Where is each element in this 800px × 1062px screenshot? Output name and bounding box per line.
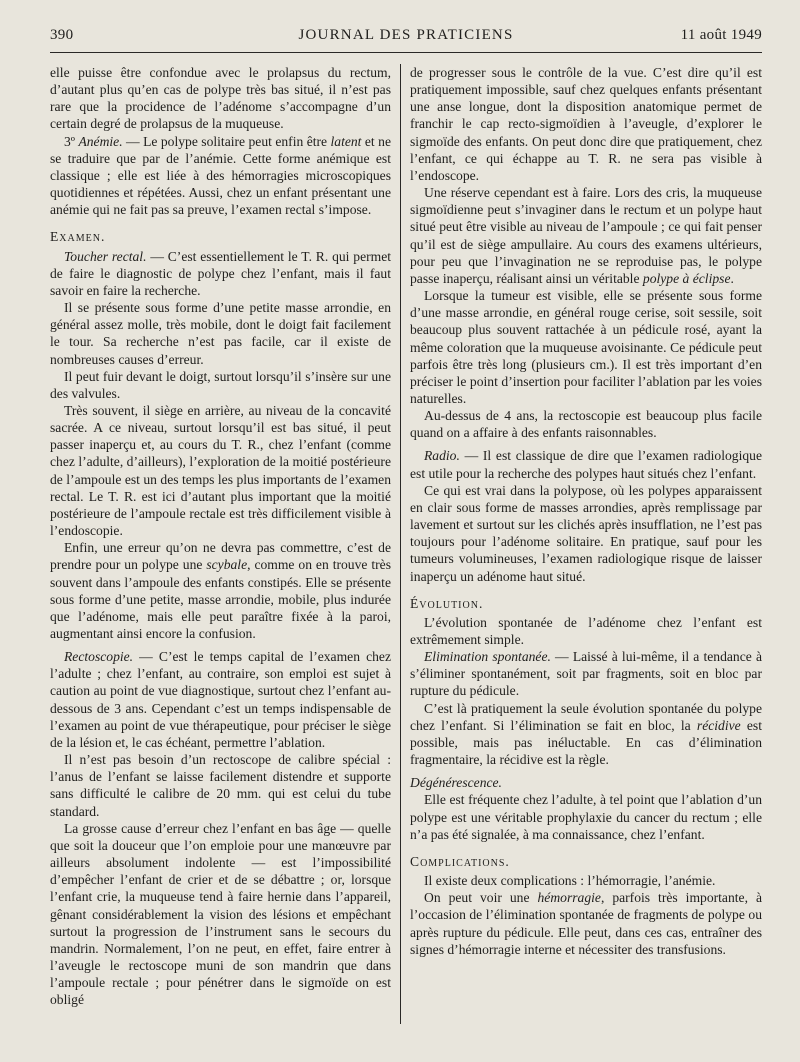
- header-rule: [50, 52, 762, 53]
- page-header: [50, 27, 762, 47]
- paragraph-pratique: [410, 700, 762, 769]
- page-number: 390: [50, 27, 74, 43]
- section-examen: Examen.: [50, 229, 106, 245]
- rectoscopie-text: — C’est le temps capital de l’examen chez l’adulte ; chez l’enfant, au contraire, son emploi est sujet à caution au point de vue diagnostique, surtout chez l’enfant au-dessous de 3 ans. Cependant c’est un temps indispensable de l’examen au point de vue thérapeutique, pour préciser le siège de la lésion et, le cas échéant, permettre l’ablation.: [50, 649, 391, 750]
- anemie-text-cont: et ne se traduire que par de l’anémie. Cette forme anémique est classique ; elle est liée à des hémorragies microscopiques quotidiennes et répétées. Aussi, chez un enfant présentant une anémie qui ne fait pas sa preuve, l’examen rectal s’impose.: [50, 133, 391, 218]
- paragraph-rectoscopie: [50, 648, 391, 751]
- paragraph-grosse: La grosse cause d’erreur chez l’enfant en bas âge — quelle que soit la douceur que l’on emploie pour une manœuvre par ailleurs absolument indolente — est l’impossibilité d’empêcher l’enfant de crier et de se débattre ; or, lorsque l’enfant crie, la muqueuse tend à faire hernie dans l’appareil, gênant considérablement la vision des lésions et empêchant surtout la progression de l’instrument sans le secours du mandrin. Normalement, l’on ne peut, en effet, faire entrer à l’aveugle le rectoscope muni de son mandrin que dans l’ampoule rectale ; pour pénétrer dans le sigmoïde on est obligé: [50, 820, 391, 1008]
- column-divider: [400, 64, 401, 1024]
- toucher-text: — C’est essentiellement le T. R. qui permet de faire le diagnostic de polype chez l’enfant, mais il faut savoir en faire la recherche.: [50, 248, 392, 298]
- anemie-heading: Anémie.: [78, 133, 123, 149]
- hemorragie-word: hémorragie: [537, 890, 601, 906]
- radio-text: — Il est classique de dire que l’examen radiologique est utile pour la recherche des polypes haut situés chez l’enfant.: [410, 448, 762, 481]
- paragraph-fuir: Il peut fuir devant le doigt, surtout lorsqu’il s’insère sur une des valvules.: [50, 368, 391, 401]
- elimination-text: — Laissé à lui-même, il a tendance à s’éliminer spontanément, soit par fragments, soit en bloc par rupture du pédicule.: [410, 649, 762, 699]
- radio-heading: Radio.: [424, 448, 460, 464]
- journal-title: JOURNAL DES PRATICIENS: [298, 27, 514, 43]
- section-evolution: Évolution.: [410, 595, 484, 611]
- toucher-heading: Toucher rectal.: [64, 248, 147, 264]
- degenerescence-heading: Dégénérescence.: [410, 775, 502, 791]
- pratique-text-cont: est possible, mais pas inéluctable. En cas d’élimination fragmentaire, la récidive est la règle.: [410, 717, 762, 768]
- paragraph-presente: Il se présente sous forme d’une petite masse arrondie, en général assez molle, très mobile, dont le doigt fait facilement le tour. Sa recherche n’est pas facile, car il existe de nombreuses causes d’erreur.: [50, 300, 391, 367]
- section-complications: Complications.: [410, 853, 510, 869]
- anemie-text: — Le polype solitaire peut enfin être: [122, 133, 331, 149]
- paragraph-souvent: Très souvent, il siège en arrière, au niveau de la concavité sacrée. A ce niveau, surtout lorsqu’il est bas situé, il peut passer inaperçu et, au cours du T. R., chez l’enfant (comme chez l’adulte, d’ailleurs), l’exploration de la moitié postérieure de l’ampoule est un des temps les plus importants de l’examen rectal. Le T. R. est ici d’autant plus important que la moitié postérieure de l’ampoule rectale est très difficilement visible à l’endoscopie.: [50, 402, 391, 539]
- rectoscopie-heading: Rectoscopie.: [64, 649, 134, 665]
- anemie-number: 3º: [64, 133, 76, 149]
- paragraph-evolution: L’évolution spontanée de l’adénome chez l’enfant est extrêmement simple.: [410, 614, 762, 647]
- pratique-text: C’est là pratiquement la seule évolution spontanée du polype chez l’enfant. Si l’élimination se fait en bloc, la: [410, 700, 762, 733]
- reserve-eclipse: polype à éclipse: [642, 270, 731, 286]
- paragraph-radio: [410, 447, 762, 481]
- enfin-text-cont: , comme on en trouve très souvent dans l’ampoule des enfants constipés. Elle se présente sous forme d’une petite, masse arrondie, mobile, plus indurée que l’adénome, mais elle peut paraître fixée à la paroi, augmentant ainsi encore la confusion.: [50, 557, 391, 641]
- pratique-recidive: récidive: [696, 717, 741, 733]
- right-column: [410, 64, 762, 1032]
- issue-date: 11 août 1949: [680, 27, 762, 43]
- paragraph-reserve: [410, 184, 762, 287]
- paragraph-4ans: Au-dessus de 4 ans, la rectoscopie est beaucoup plus facile quand on a affaire à des enfants raisonnables.: [410, 408, 762, 441]
- paragraph-enfin: [50, 539, 391, 642]
- paragraph-vrai: Ce qui est vrai dans la polypose, où les polypes apparaissent en clair sous forme de masses arrondies, après remplissage par lavement et surtout sur les clichés après insufflation, ne l’est pas toujours pour l’adénome solitaire. En pratique, sauf pour les tumeurs volumineuses, l’examen radiologique risque de laisser inaperçu un adénome haut situé.: [410, 482, 762, 584]
- hemorragie-text-cont: , parfois très importante, à l’occasion de l’élimination spontanée de fragments de polype ou après rupture du pédicule. Elle peut, dans ces cas, entraîner des signes d’hémorragie interne et nécessiter des transfusions.: [410, 890, 762, 957]
- paragraph-toucher: [50, 248, 391, 299]
- paragraph-tumeur: Lorsque la tumeur est visible, elle se présente sous forme d’une masse arrondie, en général rouge cerise, soit sessile, soit beaucoup plus souvent rattachée à un pédicule rosé, ayant la même coloration que la muqueuse avoisinante. Ce pédicule peut parfois être très long (plusieurs cm.). Il est très important d’en préciser le point d’insertion pour faciliter l’ablation par les voies naturelles.: [410, 288, 762, 406]
- paragraph-anemie: [50, 133, 391, 219]
- enfin-text: Enfin, une erreur qu’on ne devra pas commettre, c’est de prendre pour un polype une: [50, 540, 391, 573]
- paragraph-elimination: [410, 648, 762, 699]
- paragraph-hemorragie: [410, 889, 762, 958]
- paragraph-complications: Il existe deux complications : l’hémorragie, l’anémie.: [424, 873, 716, 889]
- left-column: [50, 64, 391, 1032]
- paragraph-prolapsus: elle puisse être confondue avec le prolapsus du rectum, d’autant plus qu’en cas de polype très bas situé, il n’est pas rare que la procidence de l’adénome s’accompagne d’un certain degré de prolapsus de la muqueuse.: [50, 65, 391, 132]
- reserve-text: Une réserve cependant est à faire. Lors des cris, la muqueuse sigmoïdienne peut s’invaginer dans le rectum et un polype haut situé peut être visible au niveau de l’ampoule ; ce qui fait penser qu’il est de siège ampullaire. Au cours des examens ultérieurs, pour peu que l’invagination ne se reproduise pas, le polype passe inaperçu, réalisant ainsi un véritable: [410, 185, 762, 286]
- enfin-scybale: scybale: [206, 557, 248, 573]
- paragraph-progresser: de progresser sous le contrôle de la vue. C’est dire qu’il est pratiquement impossible, sauf chez quelques enfants présentant une anse longue, dont la disposition anatomique permet de franchir le cap recto-sigmoïdien à l’aveugle, d’explorer le sigmoïde des enfants. On peut donc dire que pratiquement, chez l’enfant, ce qui échappe au T. R. ne sera pas visible à l’endoscope.: [410, 65, 762, 183]
- reserve-text-end: .: [730, 270, 734, 286]
- paragraph-besoin: Il n’est pas besoin d’un rectoscope de calibre spécial : l’anus de l’enfant se laisse facilement distendre et supporte sans difficulté le calibre de 20 mm. qui est celui du tube standard.: [50, 752, 391, 819]
- anemie-latent: latent: [330, 133, 362, 149]
- hemorragie-text: On peut voir une: [424, 890, 538, 906]
- elimination-heading: Elimination spontanée.: [424, 649, 551, 665]
- paragraph-degenerescence: Elle est fréquente chez l’adulte, à tel point que l’ablation d’un polype est une véritable prophylaxie du cancer du rectum ; elle n’a pas été signalée, à ma connaissance, chez l’enfant.: [410, 792, 762, 842]
